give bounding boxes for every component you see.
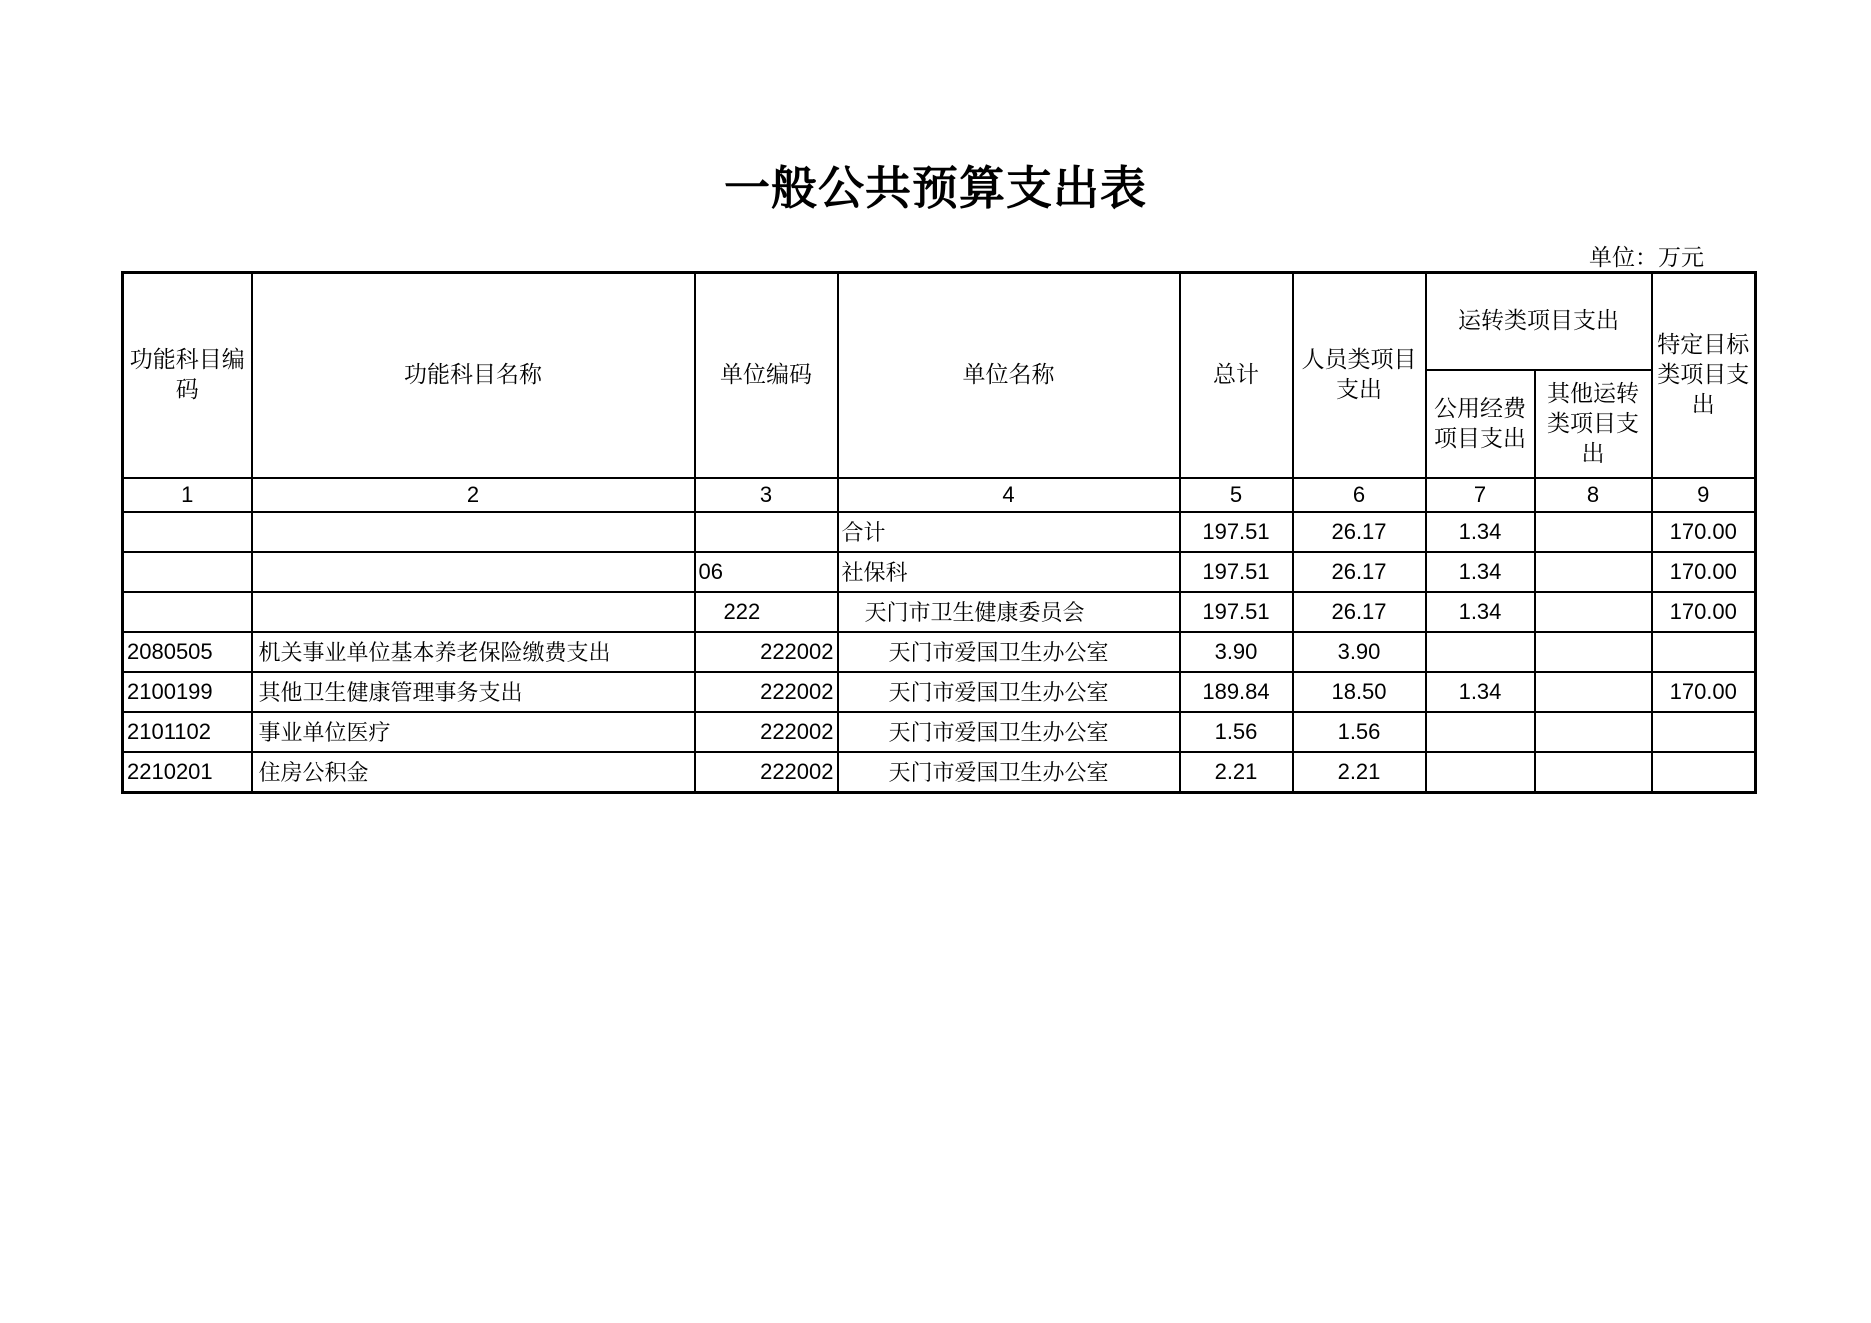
cell-unit-name: 天门市爱国卫生办公室 bbox=[838, 712, 1180, 752]
header-specific: 特定目标类项目支出 bbox=[1652, 273, 1756, 478]
header-personnel: 人员类项目支出 bbox=[1293, 273, 1426, 478]
cell-unit-name: 天门市卫生健康委员会 bbox=[838, 592, 1180, 632]
cell-func-code: 2100199 bbox=[123, 672, 252, 712]
cell-func-name: 机关事业单位基本养老保险缴费支出 bbox=[252, 632, 695, 672]
cell-func-code bbox=[123, 552, 252, 592]
cell-other-operation bbox=[1535, 632, 1652, 672]
table-row-department bbox=[123, 552, 1756, 592]
cell-func-name: 其他卫生健康管理事务支出 bbox=[252, 672, 695, 712]
cell-unit-name: 天门市爱国卫生办公室 bbox=[838, 672, 1180, 712]
header-unit-code: 单位编码 bbox=[695, 273, 838, 478]
cell-total: 197.51 bbox=[1180, 592, 1293, 632]
cell-other-operation bbox=[1535, 592, 1652, 632]
cell-func-name: 事业单位医疗 bbox=[252, 712, 695, 752]
cell-func-name bbox=[252, 552, 695, 592]
cell-public-funds bbox=[1426, 752, 1535, 793]
cell-personnel: 2.21 bbox=[1293, 752, 1426, 793]
column-number: 1 bbox=[123, 478, 252, 512]
header-func-code: 功能科目编码 bbox=[123, 273, 252, 478]
cell-public-funds bbox=[1426, 632, 1535, 672]
cell-unit-code: 222 bbox=[695, 592, 838, 632]
column-number: 3 bbox=[695, 478, 838, 512]
cell-specific bbox=[1652, 632, 1756, 672]
cell-public-funds: 1.34 bbox=[1426, 512, 1535, 552]
cell-func-name: 住房公积金 bbox=[252, 752, 695, 793]
cell-other-operation bbox=[1535, 712, 1652, 752]
table-row-total bbox=[123, 512, 1756, 552]
cell-unit-code bbox=[695, 512, 838, 552]
cell-other-operation bbox=[1535, 512, 1652, 552]
budget-table bbox=[121, 271, 1757, 794]
cell-unit-code: 222002 bbox=[695, 712, 838, 752]
header-operation-group: 运转类项目支出 bbox=[1426, 273, 1652, 370]
column-number: 7 bbox=[1426, 478, 1535, 512]
cell-specific bbox=[1652, 712, 1756, 752]
column-number: 6 bbox=[1293, 478, 1426, 512]
cell-func-code: 2101102 bbox=[123, 712, 252, 752]
cell-unit-name: 合计 bbox=[838, 512, 1180, 552]
cell-public-funds: 1.34 bbox=[1426, 552, 1535, 592]
cell-func-code bbox=[123, 512, 252, 552]
cell-specific: 170.00 bbox=[1652, 512, 1756, 552]
header-unit-name: 单位名称 bbox=[838, 273, 1180, 478]
cell-personnel: 26.17 bbox=[1293, 592, 1426, 632]
cell-func-name bbox=[252, 592, 695, 632]
cell-func-code: 2210201 bbox=[123, 752, 252, 793]
cell-func-code bbox=[123, 592, 252, 632]
unit-label: 单位：万元 bbox=[1589, 245, 1704, 271]
cell-specific: 170.00 bbox=[1652, 672, 1756, 712]
header-func-name: 功能科目名称 bbox=[252, 273, 695, 478]
cell-public-funds: 1.34 bbox=[1426, 592, 1535, 632]
cell-other-operation bbox=[1535, 752, 1652, 793]
cell-personnel: 1.56 bbox=[1293, 712, 1426, 752]
column-number: 5 bbox=[1180, 478, 1293, 512]
table-row bbox=[123, 752, 1756, 793]
cell-personnel: 18.50 bbox=[1293, 672, 1426, 712]
cell-specific bbox=[1652, 752, 1756, 793]
cell-specific: 170.00 bbox=[1652, 592, 1756, 632]
cell-unit-code: 06 bbox=[695, 552, 838, 592]
column-number: 9 bbox=[1652, 478, 1756, 512]
cell-total: 1.56 bbox=[1180, 712, 1293, 752]
column-number-row bbox=[123, 478, 1756, 512]
cell-func-name bbox=[252, 512, 695, 552]
page-title: 一般公共预算支出表 bbox=[724, 161, 1147, 215]
header-total: 总计 bbox=[1180, 273, 1293, 478]
header-row-1 bbox=[123, 273, 1756, 370]
cell-personnel: 3.90 bbox=[1293, 632, 1426, 672]
cell-total: 197.51 bbox=[1180, 552, 1293, 592]
header-public-funds: 公用经费项目支出 bbox=[1426, 370, 1535, 478]
cell-unit-code: 222002 bbox=[695, 672, 838, 712]
cell-func-code: 2080505 bbox=[123, 632, 252, 672]
cell-specific: 170.00 bbox=[1652, 552, 1756, 592]
header-other-operation: 其他运转类项目支出 bbox=[1535, 370, 1652, 478]
cell-personnel: 26.17 bbox=[1293, 512, 1426, 552]
table-row bbox=[123, 712, 1756, 752]
cell-total: 2.21 bbox=[1180, 752, 1293, 793]
table-row-agency bbox=[123, 592, 1756, 632]
column-number: 4 bbox=[838, 478, 1180, 512]
cell-unit-name: 社保科 bbox=[838, 552, 1180, 592]
column-number: 8 bbox=[1535, 478, 1652, 512]
cell-unit-code: 222002 bbox=[695, 632, 838, 672]
table-row bbox=[123, 632, 1756, 672]
cell-public-funds: 1.34 bbox=[1426, 672, 1535, 712]
cell-other-operation bbox=[1535, 672, 1652, 712]
column-number: 2 bbox=[252, 478, 695, 512]
cell-unit-code: 222002 bbox=[695, 752, 838, 793]
cell-total: 197.51 bbox=[1180, 512, 1293, 552]
cell-public-funds bbox=[1426, 712, 1535, 752]
cell-personnel: 26.17 bbox=[1293, 552, 1426, 592]
cell-total: 189.84 bbox=[1180, 672, 1293, 712]
cell-other-operation bbox=[1535, 552, 1652, 592]
cell-total: 3.90 bbox=[1180, 632, 1293, 672]
table-row bbox=[123, 672, 1756, 712]
cell-unit-name: 天门市爱国卫生办公室 bbox=[838, 752, 1180, 793]
cell-unit-name: 天门市爱国卫生办公室 bbox=[838, 632, 1180, 672]
